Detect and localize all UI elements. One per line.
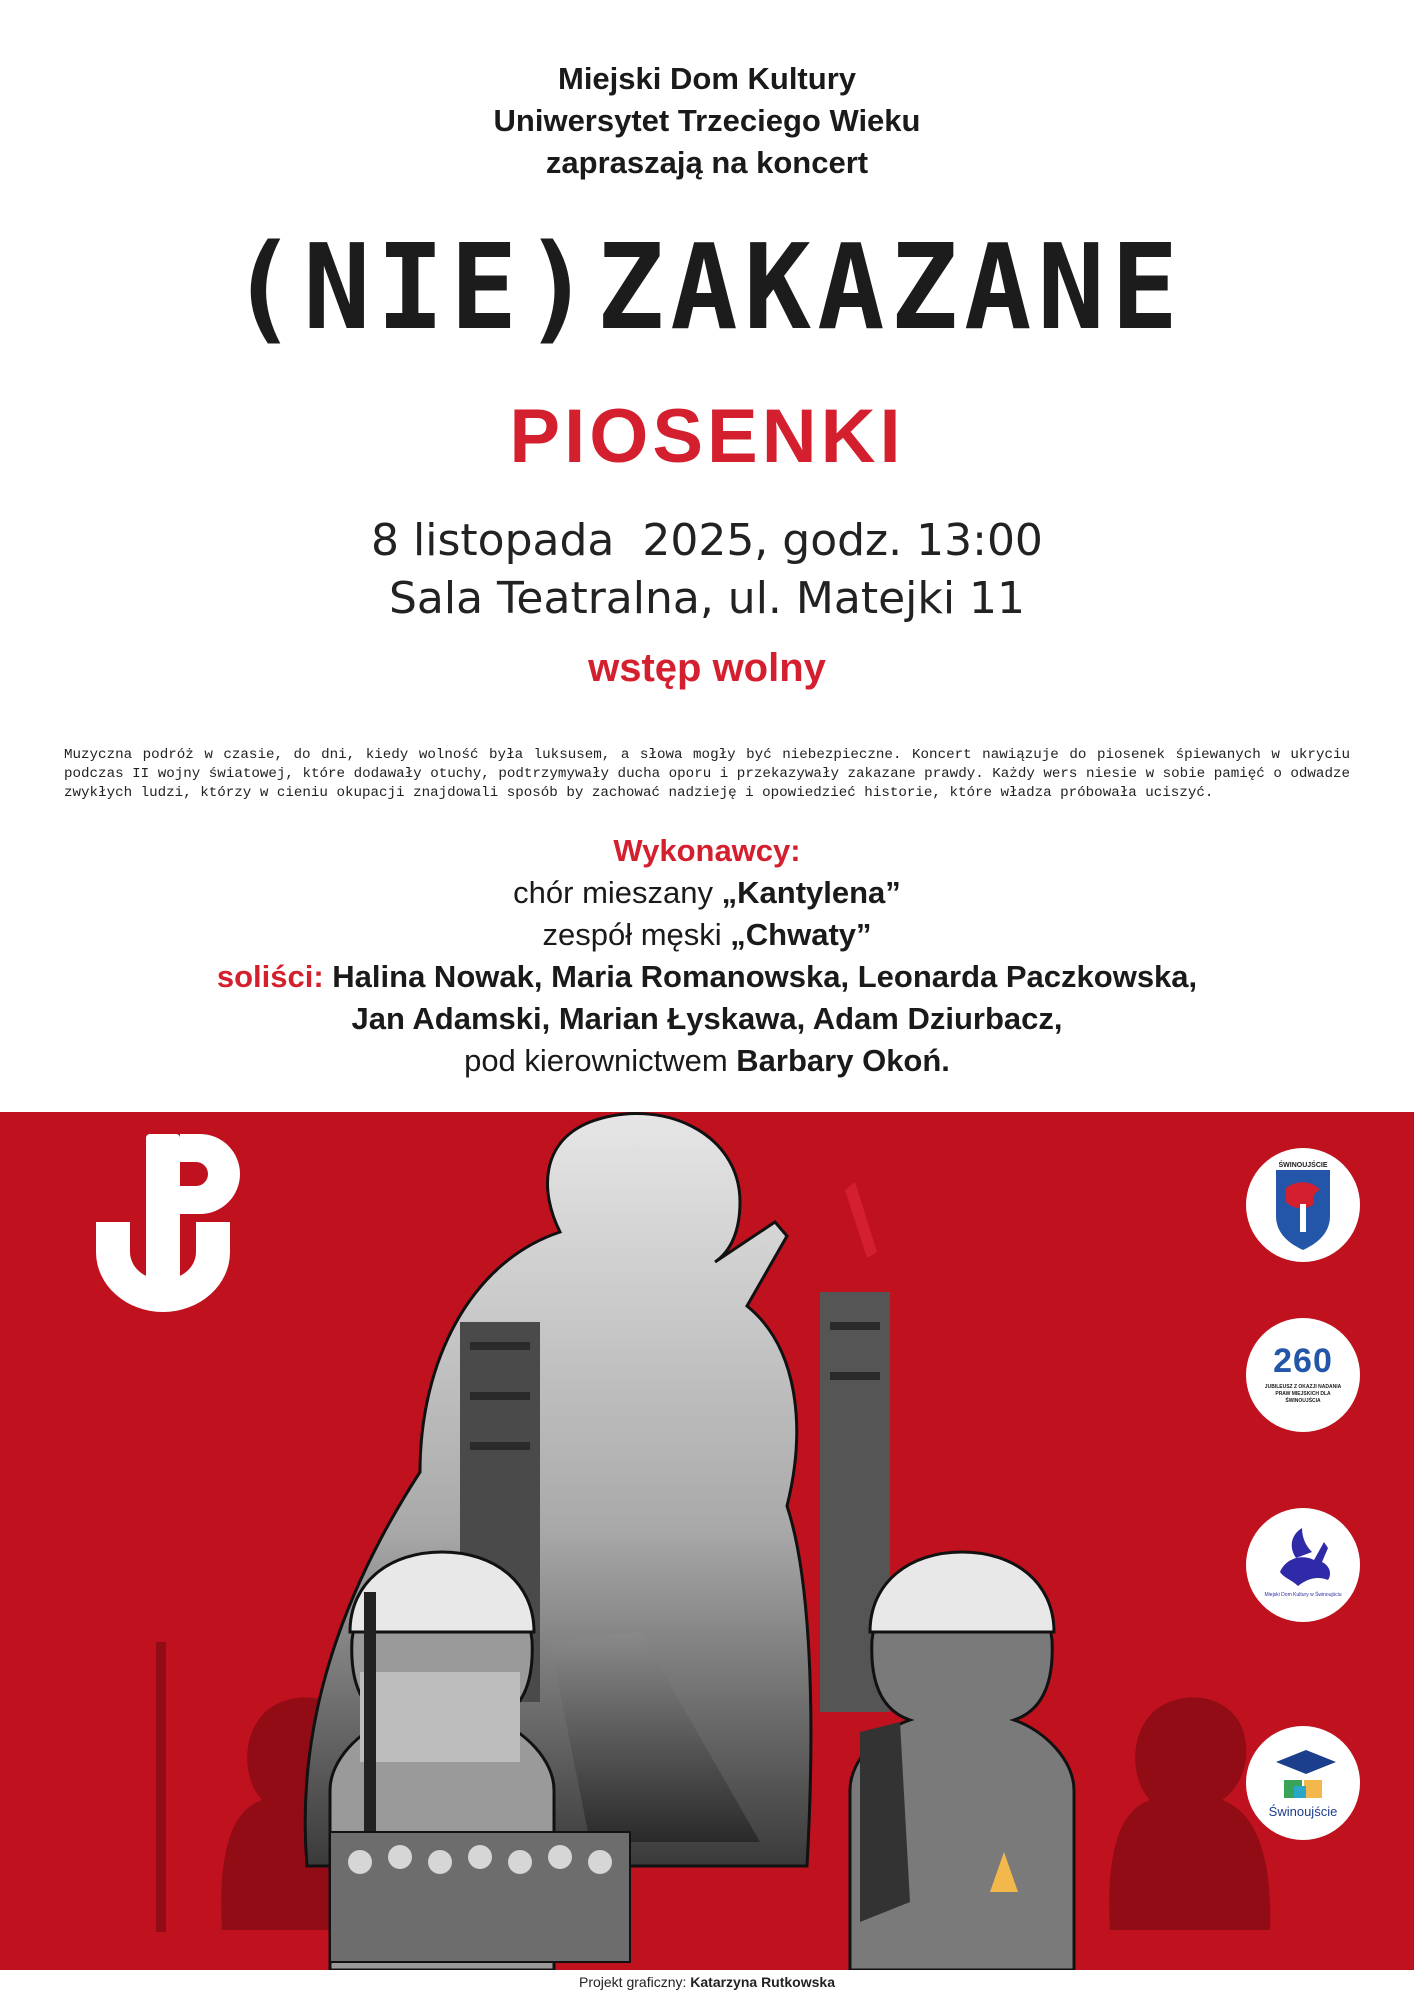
wartime-collage-illustration	[0, 1112, 1414, 1970]
organizers-block	[0, 58, 1414, 184]
utw-text: Świnoujście	[1268, 1804, 1338, 1819]
graduation-cap-icon	[1246, 1726, 1360, 1840]
jubilee-text: JUBILEUSZ Z OKAZJI NADANIA PRAW MIEJSKICH DLA ŚWINOUJŚCIA	[1264, 1384, 1342, 1404]
swinoujscie-crest-logo	[1246, 1148, 1360, 1262]
event-venue: Sala Teatralna, ul. Matejki 11	[388, 573, 1026, 624]
pegasus-icon	[1246, 1508, 1360, 1622]
mdk-swinoujscie-logo	[1246, 1508, 1360, 1622]
credit-label: Projekt graficzny:	[579, 1974, 691, 1990]
poster-subtitle: PIOSENKI	[509, 394, 905, 479]
soloists-label: soliści:	[216, 959, 324, 994]
utw-swinoujscie-logo	[1246, 1726, 1360, 1840]
jubilee-number: 260	[1273, 1342, 1333, 1380]
ensemble-prefix: zespół męski	[542, 917, 731, 952]
director-name: Barbary Okoń.	[736, 1043, 950, 1078]
event-details	[0, 512, 1414, 628]
design-credit	[0, 1972, 1414, 1992]
organizer-mdk: Miejski Dom Kultury	[558, 61, 856, 96]
invitation-line: zapraszają na koncert	[545, 145, 869, 180]
choir-line	[0, 872, 1414, 914]
soloists-line-2	[0, 998, 1414, 1040]
entry-info: wstęp wolny	[588, 646, 826, 690]
event-date-time: 8 listopada 2025, godz. 13:00	[371, 515, 1043, 566]
organizer-utw: Uniwersytet Trzeciego Wieku	[493, 103, 921, 138]
director-line	[0, 1040, 1414, 1082]
performers-block	[0, 830, 1414, 1082]
soloists-names-1: Halina Nowak, Maria Romanowska, Leonarda Paczkowska,	[323, 959, 1198, 994]
right-helmet-figure	[850, 1552, 1074, 1970]
ensemble-name: „Chwaty”	[730, 917, 872, 952]
credit-name: Katarzyna Rutkowska	[690, 1974, 835, 1990]
soloists-line-1	[0, 956, 1414, 998]
choir-photo	[330, 1832, 630, 1962]
kotwica-anchor-icon	[96, 1134, 240, 1312]
concert-description: Muzyczna podróż w czasie, do dni, kiedy wolność była luksusem, a słowa mogły być niebezpieczne. Koncert nawiązuje do piosenek śpiewanych w ukryciu podczas II wojny światowej, które dodawały otuchy, podtrzymywały ducha oporu i przekazywały zakazane prawdy. Każdy wers niesie w sobie pamięć o odwadze zwykłych ludzi, którzy w cieniu okupacji znajdowali sposób by zachować nadzieję i opowiedzieć historie, które władza próbowała uciszyć.	[64, 747, 1350, 801]
mdk-text: Miejski Dom Kultury w Świnoujściu	[1264, 1592, 1342, 1598]
ensemble-line	[0, 914, 1414, 956]
crest-label: ŚWINOUJŚCIE	[1278, 1162, 1328, 1169]
illustration-banner	[0, 1112, 1414, 1970]
director-prefix: pod kierownictwem	[464, 1043, 737, 1078]
poster-title: (NIE)ZAKAZANE	[229, 219, 1185, 357]
soloists-names-2: Jan Adamski, Marian Łyskawa, Adam Dziurbacz,	[351, 1001, 1063, 1036]
performers-heading: Wykonawcy:	[613, 833, 801, 868]
jubilee-260-logo	[1246, 1318, 1360, 1432]
choir-name: „Kantylena”	[721, 875, 901, 910]
choir-prefix: chór mieszany	[513, 875, 722, 910]
